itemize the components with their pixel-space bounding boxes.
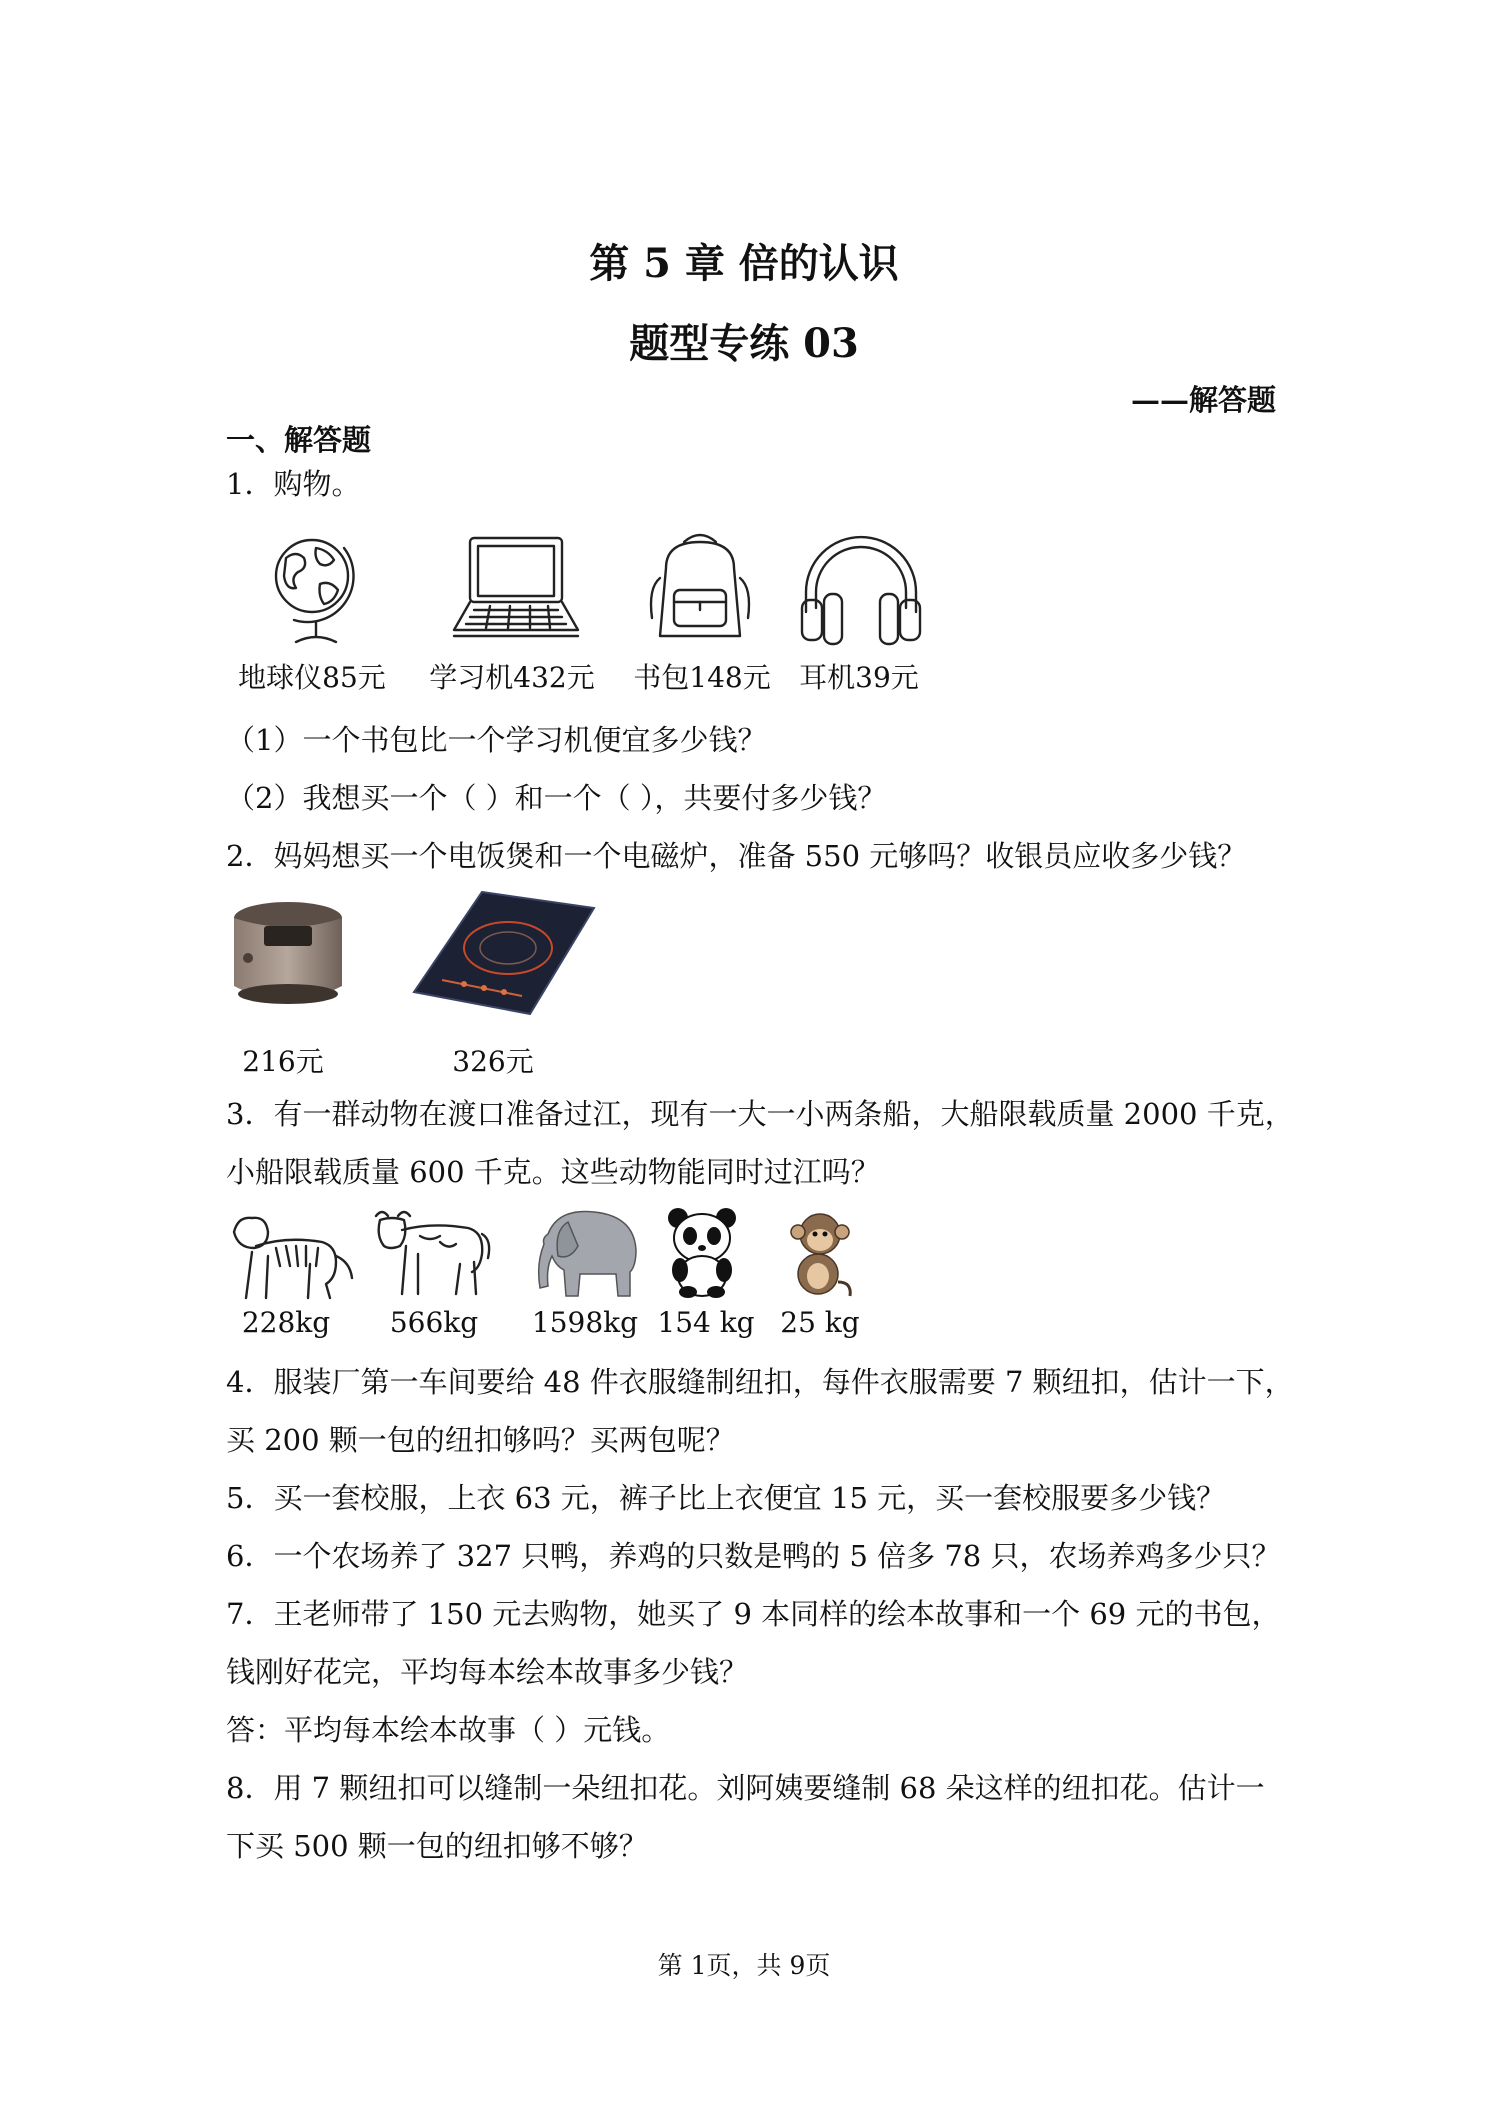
headphones-icon: [796, 528, 926, 648]
cow-icon: [370, 1206, 494, 1298]
elephant-icon: [524, 1204, 644, 1300]
question-2-stem: 2．妈妈想买一个电饭煲和一个电磁炉，准备 550 元够吗？收银员应收多少钱？: [226, 839, 1247, 873]
question-3-line-2: 小船限载质量 600 千克。这些动物能同时过江吗？: [226, 1155, 880, 1189]
animal-label-tiger: 228kg: [241, 1306, 331, 1339]
item-label-rice-cooker: 216元: [242, 1045, 324, 1078]
item-label-headphones: 耳机39元: [799, 661, 919, 694]
question-1-stem: 1．购物。: [226, 467, 361, 501]
item-label-globe: 地球仪85元: [238, 661, 386, 694]
question-5: 5．买一套校服，上衣 63 元，裤子比上衣便宜 15 元，买一套校服要多少钱？: [226, 1481, 1226, 1515]
panda-icon: [664, 1206, 740, 1298]
animal-label-panda: 154 kg: [657, 1306, 755, 1339]
rice-cooker-icon: [226, 896, 350, 1014]
question-7-line-2: 钱刚好花完，平均每本绘本故事多少钱？: [226, 1655, 749, 1689]
question-8-line-2: 下买 500 颗一包的纽扣够不够？: [226, 1829, 648, 1863]
item-label-laptop: 学习机432元: [429, 661, 595, 694]
item-label-backpack: 书包148元: [633, 661, 771, 694]
question-7-line-1: 7．王老师带了 150 元去购物，她买了 9 本同样的绘本故事和一个 69 元的书包，: [226, 1597, 1281, 1631]
laptop-icon: [450, 534, 582, 644]
globe-icon: [264, 528, 364, 648]
tiger-icon: [226, 1208, 354, 1300]
question-7-answer: 答：平均每本绘本故事（ ）元钱。: [226, 1713, 671, 1747]
question-6: 6．一个农场养了 327 只鸭，养鸡的只数是鸭的 5 倍多 78 只，农场养鸡多少只？: [226, 1539, 1281, 1573]
page-title: 第 5 章 倍的认识: [589, 240, 899, 287]
section-heading: 一、解答题: [226, 423, 372, 457]
backpack-icon: [644, 528, 756, 648]
animal-label-elephant: 1598kg: [531, 1306, 639, 1339]
question-4-line-2: 买 200 颗一包的纽扣够吗？买两包呢？: [226, 1423, 735, 1457]
question-3-line-1: 3．有一群动物在渡口准备过江，现有一大一小两条船，大船限载质量 2000 千克，: [226, 1097, 1294, 1131]
page-footer: 第 1页，共 9页: [657, 1951, 831, 1980]
question-4-line-1: 4．服装厂第一车间要给 48 件衣服缝制纽扣，每件衣服需要 7 颗纽扣，估计一下，: [226, 1365, 1294, 1399]
question-1-sub-1: （1）一个书包比一个学习机便宜多少钱？: [226, 723, 767, 757]
induction-cooker-icon: [412, 888, 596, 1016]
animal-label-monkey: 25 kg: [780, 1306, 860, 1339]
item-label-induction-cooker: 326元: [452, 1045, 534, 1078]
question-8-line-1: 8．用 7 颗纽扣可以缝制一朵纽扣花。刘阿姨要缝制 68 朵这样的纽扣花。估计一: [226, 1771, 1265, 1805]
question-type-label: ——解答题: [1130, 383, 1276, 417]
page-subtitle: 题型专练 03: [629, 320, 859, 367]
question-1-sub-2: （2）我想买一个（ ）和一个（ ），共要付多少钱？: [226, 781, 887, 815]
animal-label-cow: 566kg: [389, 1306, 479, 1339]
monkey-icon: [784, 1208, 856, 1298]
